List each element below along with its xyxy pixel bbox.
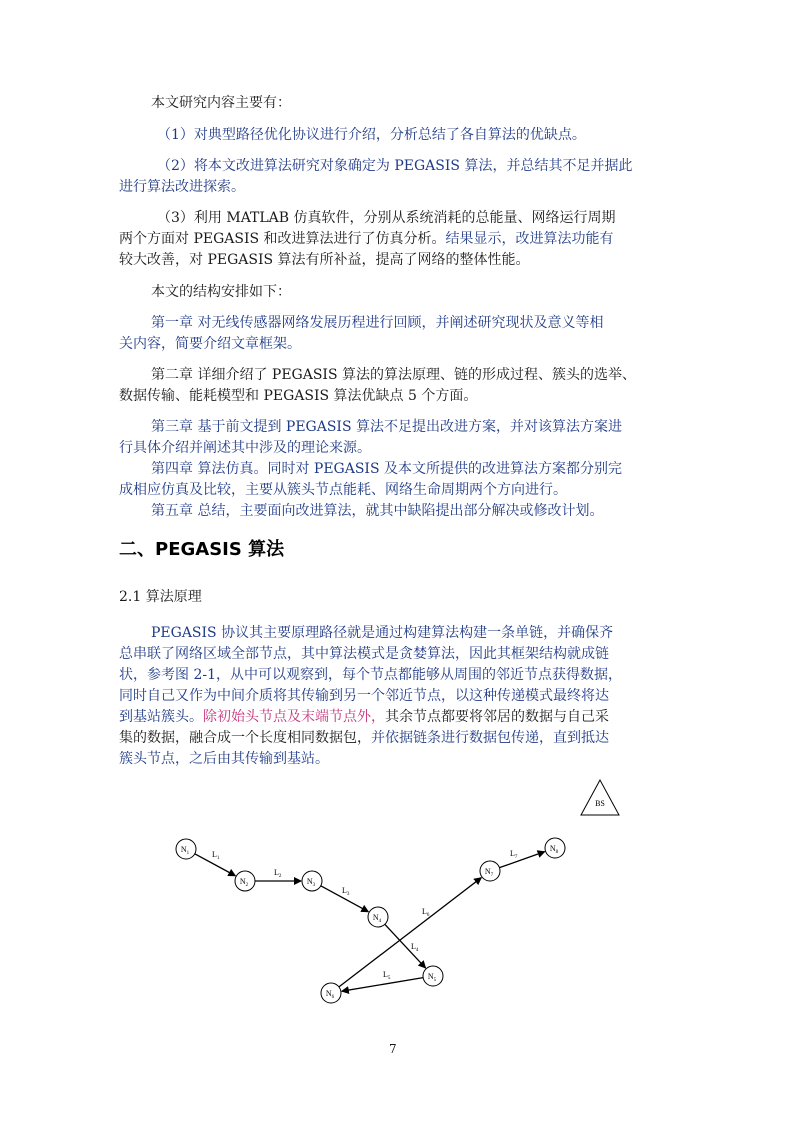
edge-label: $L_5$ <box>383 970 391 981</box>
node-label: $N_4$ <box>372 913 382 924</box>
text-segment: （3）利用 MATLAB 仿真软件，分别从系统消耗的总能量、网络运行周期 <box>157 210 616 226</box>
text-segment: 本文研究内容主要有： <box>151 95 291 111</box>
edge-label: $L_3$ <box>342 886 350 897</box>
section-heading: 二、PEGASIS 算法 <box>119 539 285 560</box>
text-segment: 进行算法改进探索。 <box>119 179 245 195</box>
text-segment: （2）将本文改进算法研究对象确定为 PEGASIS 算法，并总结其不足并据此 <box>157 158 633 174</box>
sensor-node-n8 <box>545 838 565 858</box>
text-segment: 状，参考图 2-1，从中可以观察到，每个节点都能够从周围的邻近节点获得数据， <box>119 667 622 683</box>
edge-label: $L_2$ <box>274 868 282 879</box>
sensor-node-n7 <box>480 861 500 881</box>
text-segment: 数据传输、能耗模型和 PEGASIS 算法优缺点 5 个方面。 <box>119 388 478 404</box>
text-segment: 第四章 算法仿真。同时对 PEGASIS 及本文所提供的改进算法方案都分别完 <box>151 461 622 477</box>
sensor-node-n5 <box>423 966 443 986</box>
node-label: $N_5$ <box>427 972 437 983</box>
text-segment: PEGASIS 协议其主要原理路径就是通过构建算法构建一条单链，并确保齐 <box>151 625 614 641</box>
text-segment: 簇头节点，之后由其传输到基站。 <box>119 751 329 767</box>
chain-edge-n6-n7 <box>339 878 481 987</box>
sensor-node-n4 <box>368 907 388 927</box>
text-segment: 关内容，简要介绍文章框架。 <box>119 336 301 352</box>
node-label: $N_2$ <box>239 877 249 888</box>
chain-edge-n5-n6 <box>342 978 423 992</box>
edge-label: $L_7$ <box>510 849 518 860</box>
chain-edge-n4-n5 <box>385 924 426 968</box>
node-label: $N_3$ <box>306 877 316 888</box>
text-segment: 同时自己又作为中间介质将其传输到另一个邻近节点，以这种传递模式最终将达 <box>119 688 609 704</box>
sensor-node-n1 <box>176 839 196 859</box>
text-segment: 行具体介绍并阐述其中涉及的理论来源。 <box>119 440 371 456</box>
node-label: $N_8$ <box>549 844 559 855</box>
text-segment: 其余节点都要将邻居的数据与自己采 <box>385 709 609 725</box>
sensor-node-n6 <box>321 983 341 1003</box>
text-segment: 到基站簇头。 <box>119 709 203 725</box>
sensor-node-n2 <box>235 871 255 891</box>
sensor-node-n3 <box>302 871 322 891</box>
text-segment: 第三章 基于前文提到 PEGASIS 算法不足提出改进方案，并对该算法方案进 <box>151 419 622 435</box>
edge-label: $L_4$ <box>411 942 419 953</box>
node-label: $N_1$ <box>180 845 190 856</box>
text-segment: 总串联了网络区域全部节点，其中算法模式是贪婪算法，因此其框架结构就成链 <box>119 646 609 662</box>
text-segment: 集的数据，融合成一个长度相同数据包， <box>119 730 371 746</box>
chain-edge-n7-n8 <box>499 852 544 868</box>
text-segment: 本文的结构安排如下： <box>151 284 291 300</box>
edge-label: $L_1$ <box>212 850 220 861</box>
edge-label: $L_6$ <box>422 907 430 918</box>
text-segment: 第二章 详细介绍了 PEGASIS 算法的算法原理、链的形成过程、簇头的选举、 <box>151 367 636 383</box>
text-segment: 两个方面对 PEGASIS 和改进算法进行了仿真分析。 <box>119 231 446 247</box>
text-segment: 第五章 总结，主要面向改进算法，就其中缺陷提出部分解决或修改计划。 <box>151 503 604 519</box>
text-segment: 除初始头节点及末端节点外， <box>203 709 385 725</box>
node-label: $N_6$ <box>325 989 335 1000</box>
node-label: $N_7$ <box>484 867 494 878</box>
text-segment: 结果显示，改进算法功能有 <box>445 231 614 247</box>
text-segment: 较大改善，对 PEGASIS 算法有所补益，提高了网络的整体性能。 <box>119 252 530 268</box>
text-segment: 第一章 对无线传感器网络发展历程进行回顾，并阐述研究现状及意义等相 <box>151 315 604 331</box>
subsection-heading: 2.1 算法原理 <box>119 589 202 605</box>
text-segment: 成相应仿真及比较，主要从簇头节点能耗、网络生命周期两个方向进行。 <box>119 482 567 498</box>
base-station-icon <box>581 780 619 815</box>
text-segment: （1）对典型路径优化协议进行介绍，分析总结了各自算法的优缺点。 <box>157 127 586 143</box>
page-number: 7 <box>389 1042 397 1056</box>
base-station-label: BS <box>595 799 605 808</box>
text-segment: 并依据链条进行数据包传递，直到抵达 <box>371 730 609 746</box>
